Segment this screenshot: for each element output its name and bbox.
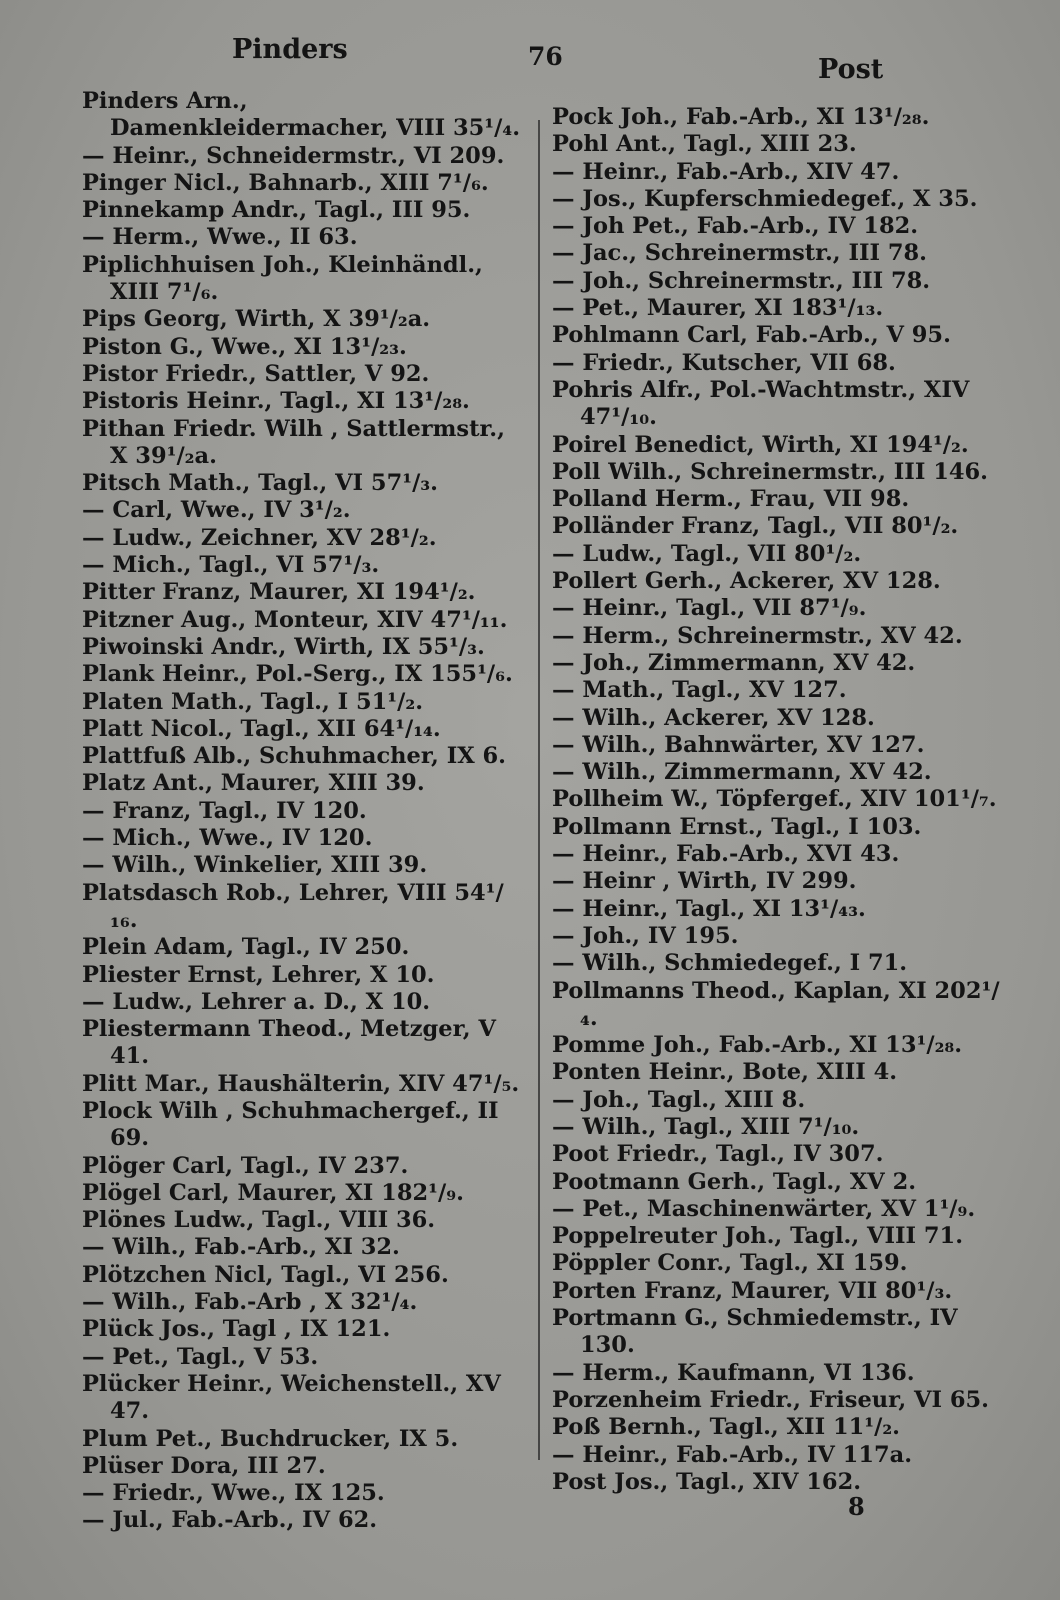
directory-entry: — Ludw., Tagl., VII 80¹/₂.: [552, 540, 862, 567]
directory-entry: Platsdasch Rob., Lehrer, VIII 54¹/₁₆.: [82, 879, 504, 933]
directory-entry: Pitter Franz, Maurer, XI 194¹/₂.: [82, 579, 476, 606]
directory-entry: — Wilh., Zimmermann, XV 42.: [552, 759, 932, 786]
page-number: 76: [528, 42, 563, 71]
directory-entry: Pohl Ant., Tagl., XIII 23.: [552, 131, 857, 158]
directory-entry: — Heinr., Tagl., VII 87¹/₉.: [552, 595, 867, 622]
directory-entry: Pliestermann Theod., Metzger, V 41.: [82, 1016, 496, 1070]
directory-entry: — Wilh., Tagl., XIII 7¹/₁₀.: [552, 1113, 860, 1140]
directory-entry: Pootmann Gerh., Tagl., XV 2.: [552, 1168, 917, 1195]
directory-entry: — Ludw., Zeichner, XV 28¹/₂.: [82, 524, 437, 551]
directory-entry: Pock Joh., Fab.-Arb., XI 13¹/₂₈.: [552, 104, 930, 130]
directory-entry: — Jos., Kupferschmiedegef., X 35.: [552, 185, 978, 212]
directory-entry: — Herm., Kaufmann, VI 136.: [552, 1359, 915, 1386]
left-column: [82, 88, 522, 1535]
directory-entry: — Pet., Maschinenwärter, XV 1¹/₉.: [552, 1195, 976, 1222]
directory-entry: Pollheim W., Töpfergef., XIV 101¹/₇.: [552, 786, 997, 813]
directory-entry: Pohlmann Carl, Fab.-Arb., V 95.: [552, 322, 951, 349]
directory-entry: — Joh Pet., Fab.-Arb., IV 182.: [552, 213, 919, 240]
directory-entry: — Carl, Wwe., IV 3¹/₂.: [82, 497, 351, 524]
directory-entry: — Joh., Zimmermann, XV 42.: [552, 649, 916, 676]
directory-entry: — Jac., Schreinermstr., III 78.: [552, 240, 928, 267]
directory-entry: Post Jos., Tagl., XIV 162.: [552, 1468, 862, 1495]
directory-entry: Plücker Heinr., Weichenstell., XV 47.: [82, 1370, 501, 1425]
directory-entry: Porzenheim Friedr., Friseur, VI 65.: [552, 1386, 989, 1413]
directory-entry: — Jul., Fab.-Arb., IV 62.: [82, 1507, 378, 1534]
directory-entry: Porten Franz, Maurer, VII 80¹/₃.: [552, 1277, 953, 1304]
directory-entry: Plönes Ludw., Tagl., VIII 36.: [82, 1207, 436, 1234]
directory-entry: Pollert Gerh., Ackerer, XV 128.: [552, 568, 941, 595]
column-divider: [538, 120, 540, 1460]
directory-entry: Pomme Joh., Fab.-Arb., XI 13¹/₂₈.: [552, 1032, 963, 1059]
directory-entry: — Ludw., Lehrer a. D., X 10.: [82, 988, 431, 1015]
directory-entry: — Pet., Tagl., V 53.: [82, 1343, 319, 1370]
directory-entry: — Wilh., Fab.-Arb., XI 32.: [82, 1234, 400, 1261]
directory-entry: Plitt Mar., Haushälterin, XIV 47¹/₅.: [82, 1070, 520, 1097]
directory-entry: Poll Wilh., Schreinermstr., III 146.: [552, 458, 988, 485]
directory-entry: — Herm., Wwe., II 63.: [82, 224, 358, 251]
signature-mark: 8: [848, 1492, 865, 1521]
directory-entry: — Heinr., Tagl., XI 13¹/₄₃.: [552, 895, 866, 922]
directory-entry: Plötzchen Nicl, Tagl., VI 256.: [82, 1261, 449, 1288]
directory-entry: Plock Wilh , Schuhmachergef., II 69.: [82, 1097, 499, 1152]
directory-entry: Plein Adam, Tagl., IV 250.: [82, 934, 410, 961]
directory-entry: — Wilh., Bahnwärter, XV 127.: [552, 731, 925, 758]
directory-entry: Polländer Franz, Tagl., VII 80¹/₂.: [552, 513, 959, 540]
directory-entry: Platen Math., Tagl., I 51¹/₂.: [82, 688, 424, 715]
directory-entry: Pinders Arn., Damenkleidermacher, VIII 35¹/₄.: [82, 88, 521, 142]
directory-entry: — Heinr , Wirth, IV 299.: [552, 868, 857, 895]
directory-entry: Portmann G., Schmiedemstr., IV 130.: [552, 1305, 958, 1359]
directory-entry: Pithan Friedr. Wilh , Sattlermstr., X 39¹/₂a.: [82, 415, 505, 469]
directory-entry: Piplichhuisen Joh., Kleinhändl., XIII 7¹/₆.: [82, 251, 483, 306]
directory-entry: Pitsch Math., Tagl., VI 57¹/₃.: [82, 470, 438, 497]
directory-entry: Polland Herm., Frau, VII 98.: [552, 486, 910, 513]
directory-entry: Pitzner Aug., Monteur, XIV 47¹/₁₁.: [82, 606, 508, 633]
directory-entry: Pips Georg, Wirth, X 39¹/₂a.: [82, 306, 431, 333]
directory-entry: — Heinr., Fab.-Arb., XIV 47.: [552, 158, 900, 185]
directory-entry: — Wilh., Ackerer, XV 128.: [552, 704, 875, 731]
directory-entry: — Franz, Tagl., IV 120.: [82, 797, 367, 824]
directory-entry: Plüser Dora, III 27.: [82, 1452, 326, 1479]
directory-entry: Pollmanns Theod., Kaplan, XI 202¹/₄.: [552, 977, 1000, 1031]
directory-entry: — Heinr., Fab.-Arb., IV 117a.: [552, 1441, 913, 1468]
directory-entry: Piwoinski Andr., Wirth, IX 55¹/₃.: [82, 633, 485, 660]
directory-entry: — Joh., Schreinermstr., III 78.: [552, 267, 931, 294]
directory-entry: Plöger Carl, Tagl., IV 237.: [82, 1152, 409, 1179]
directory-entry: — Wilh., Winkelier, XIII 39.: [82, 852, 428, 879]
directory-entry: Plum Pet., Buchdrucker, IX 5.: [82, 1425, 459, 1452]
directory-entry: — Wilh., Fab.-Arb , X 32¹/₄.: [82, 1289, 418, 1316]
directory-entry: Pöppler Conr., Tagl., XI 159.: [552, 1250, 908, 1277]
directory-entry: Plank Heinr., Pol.-Serg., IX 155¹/₆.: [82, 661, 513, 688]
directory-entry: — Pet., Maurer, XI 183¹/₁₃.: [552, 295, 884, 322]
directory-entry: Poß Bernh., Tagl., XII 11¹/₂.: [552, 1414, 901, 1441]
directory-entry: Plück Jos., Tagl , IX 121.: [82, 1316, 391, 1343]
directory-entry: Pollmann Ernst., Tagl., I 103.: [552, 813, 922, 840]
directory-entry: Pistoris Heinr., Tagl., XI 13¹/₂₈.: [82, 388, 470, 415]
directory-entry: — Mich., Tagl., VI 57¹/₃.: [82, 552, 380, 579]
directory-entry: Pinnekamp Andr., Tagl., III 95.: [82, 197, 471, 224]
directory-entry: Ponten Heinr., Bote, XIII 4.: [552, 1059, 898, 1086]
directory-entry: Piston G., Wwe., XI 13¹/₂₃.: [82, 333, 407, 360]
directory-entry: — Heinr., Fab.-Arb., XVI 43.: [552, 841, 900, 868]
directory-entry: Poppelreuter Joh., Tagl., VIII 71.: [552, 1223, 964, 1250]
directory-entry: Poirel Benedict, Wirth, XI 194¹/₂.: [552, 431, 969, 458]
directory-entry: — Friedr., Kutscher, VII 68.: [552, 349, 896, 376]
directory-entry: Plattfuß Alb., Schuhmacher, IX 6.: [82, 743, 507, 770]
directory-entry: Plögel Carl, Maurer, XI 182¹/₉.: [82, 1179, 464, 1206]
directory-entry: Pohris Alfr., Pol.-Wachtmstr., XIV 47¹/₁₀.: [552, 376, 970, 431]
directory-entry: Pistor Friedr., Sattler, V 92.: [82, 360, 430, 387]
header-last-name: Post: [818, 54, 884, 85]
directory-entry: — Wilh., Schmiedegef., I 71.: [552, 950, 908, 977]
directory-entry: Pliester Ernst, Lehrer, X 10.: [82, 961, 435, 988]
directory-entry: Platt Nicol., Tagl., XII 64¹/₁₄.: [82, 715, 441, 742]
page-header: [0, 30, 1060, 85]
directory-entry: — Mich., Wwe., IV 120.: [82, 825, 373, 852]
directory-entry: Pinger Nicl., Bahnarb., XIII 7¹/₆.: [82, 169, 489, 196]
right-column: [552, 104, 1002, 1496]
directory-entry: — Joh., Tagl., XIII 8.: [552, 1086, 806, 1113]
directory-entry: Platz Ant., Maurer, XIII 39.: [82, 770, 425, 797]
directory-entry: — Friedr., Wwe., IX 125.: [82, 1480, 385, 1507]
directory-entry: — Joh., IV 195.: [552, 922, 739, 949]
directory-entry: — Herm., Schreinermstr., XV 42.: [552, 622, 963, 649]
header-first-name: Pinders: [232, 34, 348, 65]
directory-entry: — Heinr., Schneidermstr., VI 209.: [82, 142, 505, 169]
directory-entry: — Math., Tagl., XV 127.: [552, 677, 847, 704]
directory-entry: Poot Friedr., Tagl., IV 307.: [552, 1141, 884, 1168]
